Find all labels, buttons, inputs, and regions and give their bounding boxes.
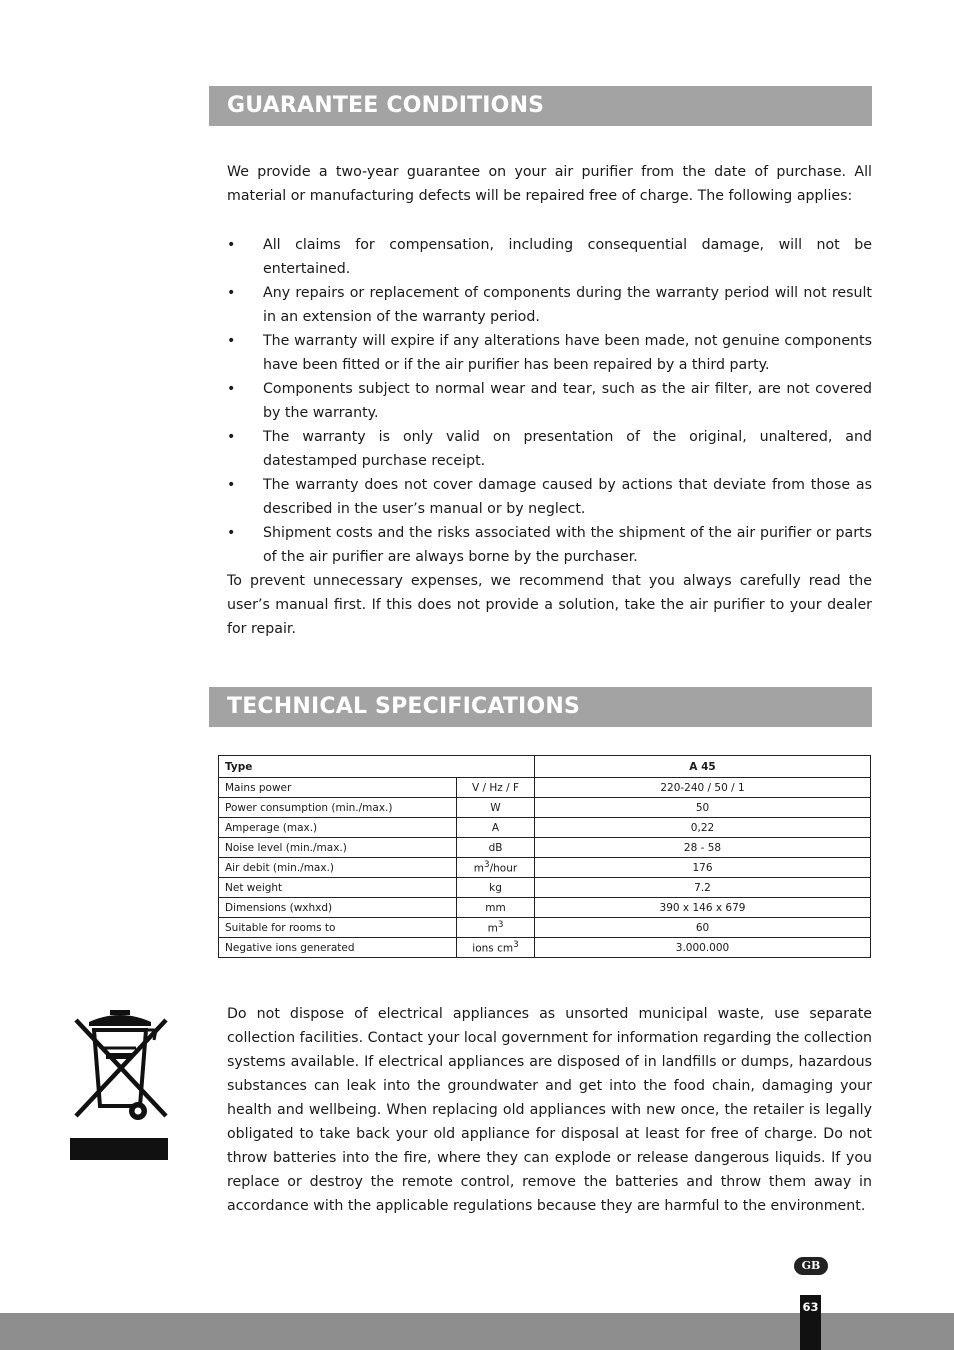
table-row	[219, 878, 871, 898]
row-value: 0,22	[535, 818, 871, 838]
unit-superscript: 3	[484, 860, 490, 871]
header-model: A 45	[535, 756, 871, 778]
guarantee-intro: We provide a two-year guarantee on your air purifier from the date of purchase. All material or manufacturing defects will be repaired free of charge. The following applies:	[227, 164, 872, 204]
page-number: 63	[800, 1295, 821, 1350]
table-row	[219, 798, 871, 818]
row-unit	[457, 938, 535, 958]
bullet-marker: •	[227, 285, 236, 301]
row-unit	[457, 918, 535, 938]
unit-suffix: /hour	[489, 862, 518, 875]
table-row	[219, 898, 871, 918]
list-item-text: Any repairs or replacement of components during the warranty period will not result in an extension of the warranty period.	[263, 285, 872, 325]
unit-superscript: 3	[513, 940, 519, 951]
specs-table	[218, 755, 871, 958]
row-label: Dimensions (wxhxd)	[219, 898, 457, 918]
row-unit: W	[457, 798, 535, 818]
row-unit: V / Hz / F	[457, 778, 535, 798]
row-label: Noise level (min./max.)	[219, 838, 457, 858]
row-label: Amperage (max.)	[219, 818, 457, 838]
table-row	[219, 858, 871, 878]
list-item-text: All claims for compensation, including consequential damage, will not be entertained.	[263, 237, 872, 277]
language-badge: GB	[794, 1257, 828, 1275]
row-label: Power consumption (min./max.)	[219, 798, 457, 818]
specs-heading: TECHNICAL SPECIFICATIONS	[209, 687, 872, 727]
unit-base: m	[487, 922, 498, 935]
table-row	[219, 918, 871, 938]
table-row	[219, 818, 871, 838]
list-item-text: Shipment costs and the risks associated with the shipment of the air purifier or parts of the air purifier are always borne by the purchaser.	[263, 525, 872, 565]
row-unit: kg	[457, 878, 535, 898]
row-value: 28 - 58	[535, 838, 871, 858]
guarantee-closing: To prevent unnecessary expenses, we recommend that you always carefully read the user’s manual first. If this does not provide a solution, take the air purifier to your dealer for repair.	[227, 573, 872, 637]
table-row	[219, 838, 871, 858]
list-item-text: Components subject to normal wear and tear, such as the air filter, are not covered by the warranty.	[263, 381, 872, 421]
row-unit	[457, 858, 535, 878]
list-item	[227, 425, 872, 473]
row-label: Net weight	[219, 878, 457, 898]
guarantee-heading: GUARANTEE CONDITIONS	[209, 86, 872, 126]
list-item	[227, 233, 872, 281]
crossed-out-wheelie-bin-icon	[70, 1008, 170, 1161]
row-value: 390 x 146 x 679	[535, 898, 871, 918]
bullet-marker: •	[227, 477, 236, 493]
list-item-text: The warranty will expire if any alterations have been made, not genuine components have been fitted or if the air purifier has been repaired by a third party.	[263, 333, 872, 373]
table-row	[219, 938, 871, 958]
row-unit: mm	[457, 898, 535, 918]
row-label: Suitable for rooms to	[219, 918, 457, 938]
row-unit: dB	[457, 838, 535, 858]
list-item-text: The warranty is only valid on presentation of the original, unaltered, and datestamped purchase receipt.	[263, 429, 872, 469]
list-item	[227, 329, 872, 377]
row-value: 60	[535, 918, 871, 938]
row-label: Air debit (min./max.)	[219, 858, 457, 878]
unit-base: m	[473, 862, 485, 875]
row-value: 7.2	[535, 878, 871, 898]
table-row	[219, 778, 871, 798]
unit-superscript: 3	[497, 920, 504, 931]
list-item	[227, 521, 872, 569]
bullet-marker: •	[227, 381, 236, 397]
table-header-row	[219, 756, 871, 778]
bullet-marker: •	[227, 525, 236, 541]
header-label: Type	[219, 756, 535, 778]
bullet-marker: •	[227, 333, 236, 349]
row-value: 220-240 / 50 / 1	[535, 778, 871, 798]
list-item	[227, 377, 872, 425]
list-item	[227, 281, 872, 329]
list-item-text: The warranty does not cover damage caused by actions that deviate from those as described in the user’s manual or by neglect.	[263, 477, 872, 517]
guarantee-bullet-list	[227, 233, 872, 569]
row-value: 50	[535, 798, 871, 818]
row-label: Mains power	[219, 778, 457, 798]
disposal-text: Do not dispose of electrical appliances as unsorted municipal waste, use separate collection facilities. Contact your local government for information regarding the collection systems available. If electrical appliances are disposed of in landfills or dumps, hazardous substances can leak into the groundwater and get into the food chain, damaging your health and wellbeing. When replacing old appliances with new once, the retailer is legally obligated to take back your old appliance for disposal at least for free of charge. Do not throw batteries into the fire, where they can explode or release dangerous liquids. If you replace or destroy the remote control, remove the batteries and throw them away in accordance with the applicable regulations because they are harmful to the environment.	[227, 1006, 872, 1214]
list-item	[227, 473, 872, 521]
bullet-marker: •	[227, 237, 236, 253]
unit-base: ions cm	[472, 942, 514, 955]
row-value: 3.000.000	[535, 938, 871, 958]
row-value: 176	[535, 858, 871, 878]
bullet-marker: •	[227, 429, 236, 445]
row-unit: A	[457, 818, 535, 838]
row-label: Negative ions generated	[219, 938, 457, 958]
